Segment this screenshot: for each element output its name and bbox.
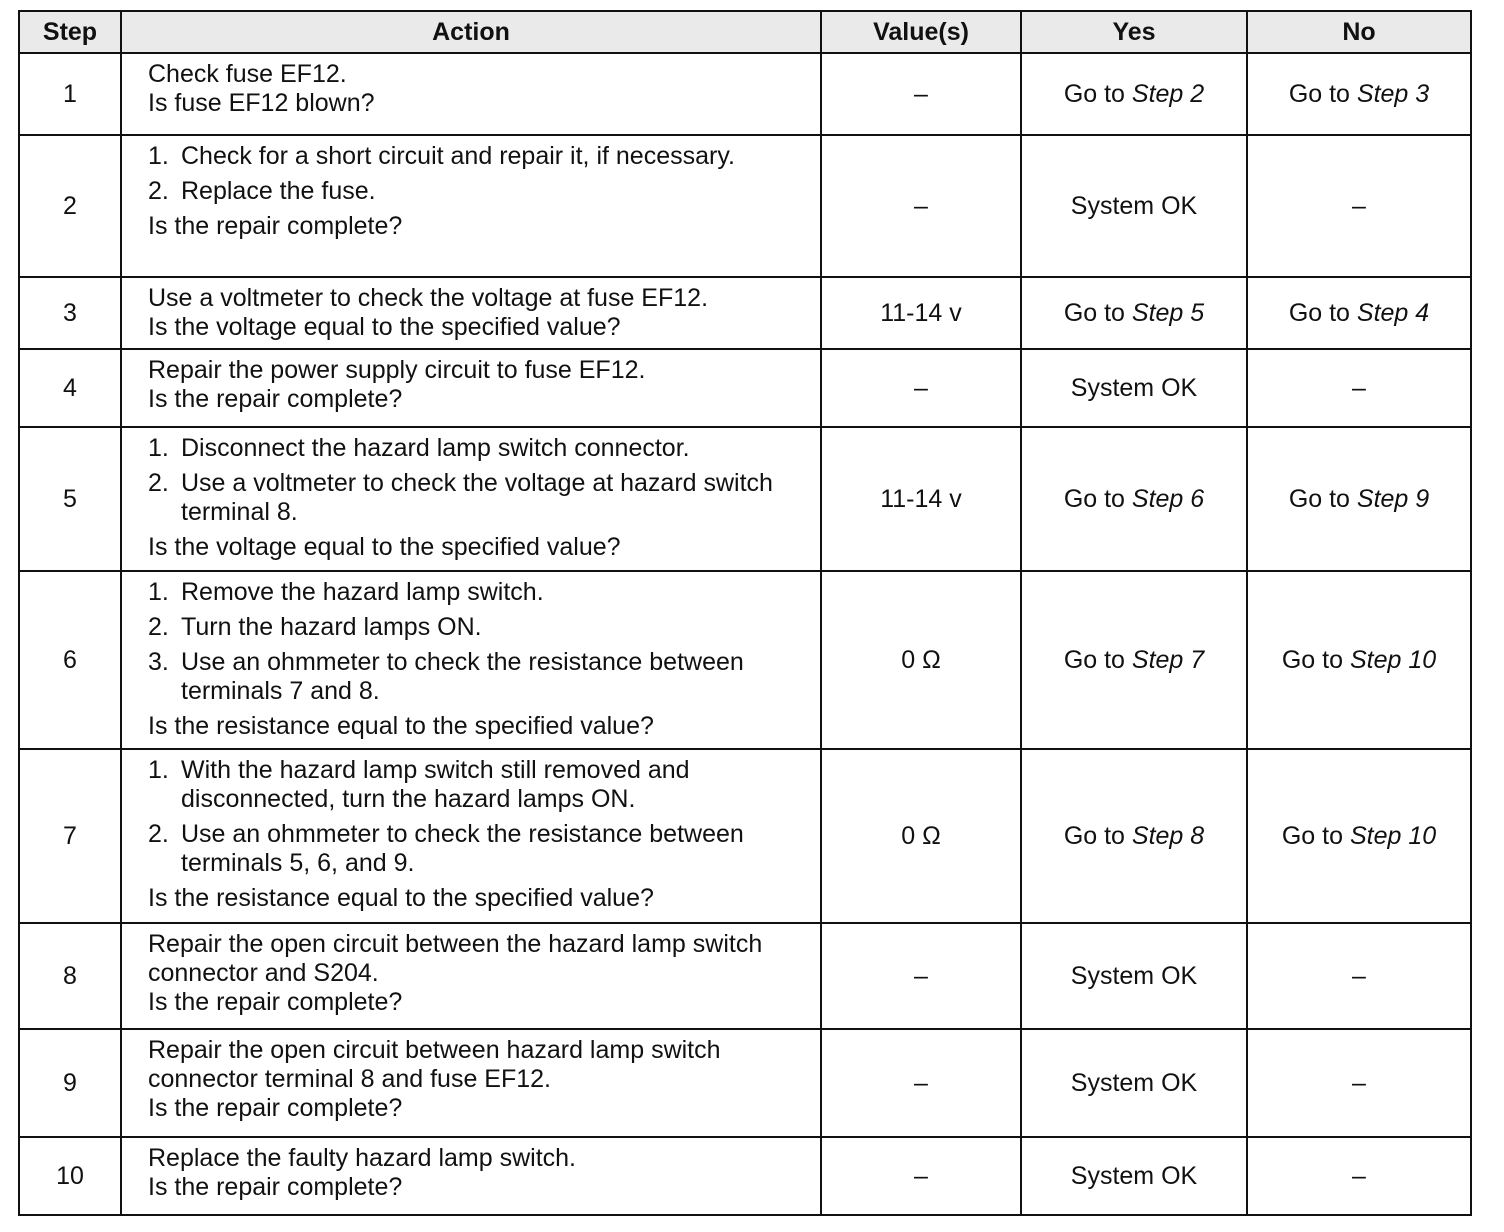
action-item-text: Replace the fuse. <box>181 177 376 205</box>
step-number: 3 <box>19 277 121 349</box>
action-cell <box>121 53 821 135</box>
table-row <box>19 277 1471 349</box>
action-item-number: 2. <box>148 613 169 641</box>
value-text: – <box>914 191 928 220</box>
action-question: Is the voltage equal to the specified value? <box>148 533 621 561</box>
no-goto-prefix: Go to <box>1281 645 1350 674</box>
table-row <box>19 923 1471 1029</box>
yes-goto-prefix: Go to <box>1063 821 1132 850</box>
value-cell <box>821 349 1021 427</box>
value-cell <box>821 277 1021 349</box>
no-result-text: – <box>1352 1068 1366 1097</box>
action-question: Is the repair complete? <box>148 988 403 1016</box>
action-text: Repair the power supply circuit to fuse EF12. <box>148 356 646 384</box>
table-row <box>19 571 1471 749</box>
action-text: Repair the open circuit between the hazard lamp switch connector and S204. <box>148 930 763 987</box>
no-result-text: – <box>1352 1161 1366 1190</box>
action-cell <box>121 749 821 923</box>
yes-goto-prefix: Go to <box>1063 298 1132 327</box>
action-item <box>148 613 810 642</box>
value-cell <box>821 749 1021 923</box>
no-step-reference: Step 10 <box>1349 821 1437 850</box>
action-item-number: 2. <box>148 820 169 848</box>
action-cell <box>121 923 821 1029</box>
table-row <box>19 749 1471 923</box>
action-cell <box>121 277 821 349</box>
table-row <box>19 1137 1471 1215</box>
yes-cell <box>1021 427 1247 571</box>
action-item-number: 1. <box>148 756 169 784</box>
step-number: 10 <box>19 1137 121 1215</box>
step-number: 2 <box>19 135 121 277</box>
action-question: Is the resistance equal to the specified value? <box>148 884 654 912</box>
action-cell <box>121 1137 821 1215</box>
action-item-text: Check for a short circuit and repair it, if necessary. <box>181 142 735 170</box>
action-text: Check fuse EF12. <box>148 60 347 88</box>
action-cell <box>121 349 821 427</box>
action-item-text: With the hazard lamp switch still removed and disconnected, turn the hazard lamps ON. <box>181 756 690 813</box>
yes-cell <box>1021 135 1247 277</box>
no-cell <box>1247 53 1471 135</box>
table-body <box>19 53 1471 1215</box>
action-question: Is the repair complete? <box>148 212 403 240</box>
action-item-number: 2. <box>148 177 169 205</box>
no-cell <box>1247 749 1471 923</box>
action-item-text: Disconnect the hazard lamp switch connector. <box>181 434 690 462</box>
value-text: 0 Ω <box>901 645 941 674</box>
yes-cell <box>1021 349 1247 427</box>
action-item-text: Turn the hazard lamps ON. <box>181 613 482 641</box>
action-question: Is the repair complete? <box>148 385 403 413</box>
header-action: Action <box>121 11 821 53</box>
no-step-reference: Step 3 <box>1356 79 1430 108</box>
table-row <box>19 135 1471 277</box>
yes-result-text: System OK <box>1070 1068 1198 1097</box>
no-cell <box>1247 277 1471 349</box>
value-text: – <box>914 1161 928 1190</box>
value-text: – <box>914 373 928 402</box>
value-cell <box>821 571 1021 749</box>
value-text: – <box>914 961 928 990</box>
no-result-text: – <box>1352 961 1366 990</box>
step-number: 7 <box>19 749 121 923</box>
action-text: Replace the faulty hazard lamp switch. <box>148 1144 576 1172</box>
no-step-reference: Step 9 <box>1356 484 1430 513</box>
header-row <box>19 11 1471 53</box>
no-step-reference: Step 10 <box>1349 645 1437 674</box>
action-item-text: Use an ohmmeter to check the resistance between terminals 7 and 8. <box>181 648 744 705</box>
yes-result-text: System OK <box>1070 373 1198 402</box>
no-result-text: – <box>1352 191 1366 220</box>
value-text: – <box>914 1068 928 1097</box>
yes-step-reference: Step 5 <box>1131 298 1205 327</box>
value-cell <box>821 427 1021 571</box>
value-cell <box>821 135 1021 277</box>
header-values: Value(s) <box>821 11 1021 53</box>
action-question: Is the repair complete? <box>148 1094 403 1122</box>
no-goto-prefix: Go to <box>1288 298 1357 327</box>
value-cell <box>821 53 1021 135</box>
action-item <box>148 820 810 878</box>
action-item-number: 2. <box>148 469 169 497</box>
yes-result-text: System OK <box>1070 191 1198 220</box>
step-number: 6 <box>19 571 121 749</box>
action-text: Use a voltmeter to check the voltage at fuse EF12. <box>148 284 709 312</box>
value-cell <box>821 1029 1021 1137</box>
action-item <box>148 756 810 814</box>
value-text: 11-14 v <box>880 484 962 513</box>
action-item-number: 1. <box>148 578 169 606</box>
yes-cell <box>1021 923 1247 1029</box>
action-item <box>148 648 810 706</box>
yes-goto-prefix: Go to <box>1063 645 1132 674</box>
yes-step-reference: Step 8 <box>1131 821 1205 850</box>
diagnostic-table <box>18 10 1472 1216</box>
step-number: 8 <box>19 923 121 1029</box>
value-text: 11-14 v <box>880 298 962 327</box>
table-row <box>19 427 1471 571</box>
action-item-text: Remove the hazard lamp switch. <box>181 578 544 606</box>
action-item <box>148 177 810 206</box>
no-cell <box>1247 923 1471 1029</box>
action-item-number: 1. <box>148 434 169 462</box>
step-number: 9 <box>19 1029 121 1137</box>
no-goto-prefix: Go to <box>1288 79 1357 108</box>
action-item <box>148 578 810 607</box>
yes-goto-prefix: Go to <box>1063 79 1132 108</box>
action-question: Is the repair complete? <box>148 1173 403 1201</box>
yes-cell <box>1021 1029 1247 1137</box>
action-item-number: 3. <box>148 648 169 676</box>
value-cell <box>821 923 1021 1029</box>
no-goto-prefix: Go to <box>1288 484 1357 513</box>
action-text: Repair the open circuit between hazard lamp switch connector terminal 8 and fuse EF12. <box>148 1036 721 1093</box>
table-row <box>19 1029 1471 1137</box>
action-cell <box>121 427 821 571</box>
yes-cell <box>1021 53 1247 135</box>
no-goto-prefix: Go to <box>1281 821 1350 850</box>
step-number: 5 <box>19 427 121 571</box>
yes-cell <box>1021 571 1247 749</box>
yes-step-reference: Step 2 <box>1131 79 1205 108</box>
yes-goto-prefix: Go to <box>1063 484 1132 513</box>
yes-cell <box>1021 1137 1247 1215</box>
yes-cell <box>1021 749 1247 923</box>
step-number: 1 <box>19 53 121 135</box>
action-item-text: Use a voltmeter to check the voltage at hazard switch terminal 8. <box>181 469 773 526</box>
yes-result-text: System OK <box>1070 1161 1198 1190</box>
action-question: Is the resistance equal to the specified value? <box>148 712 654 740</box>
yes-cell <box>1021 277 1247 349</box>
header-no: No <box>1247 11 1471 53</box>
action-item-text: Use an ohmmeter to check the resistance between terminals 5, 6, and 9. <box>181 820 744 877</box>
yes-step-reference: Step 6 <box>1131 484 1205 513</box>
no-cell <box>1247 1029 1471 1137</box>
action-item <box>148 434 810 463</box>
value-text: 0 Ω <box>901 821 941 850</box>
action-item-number: 1. <box>148 142 169 170</box>
no-cell <box>1247 427 1471 571</box>
no-result-text: – <box>1352 373 1366 402</box>
no-cell <box>1247 1137 1471 1215</box>
action-item <box>148 142 810 171</box>
action-item <box>148 469 810 527</box>
no-step-reference: Step 4 <box>1356 298 1430 327</box>
no-cell <box>1247 135 1471 277</box>
table-row <box>19 53 1471 135</box>
no-cell <box>1247 571 1471 749</box>
header-yes: Yes <box>1021 11 1247 53</box>
no-cell <box>1247 349 1471 427</box>
header-step: Step <box>19 11 121 53</box>
action-question: Is the voltage equal to the specified value? <box>148 313 621 341</box>
value-text: – <box>914 79 928 108</box>
value-cell <box>821 1137 1021 1215</box>
action-cell <box>121 1029 821 1137</box>
table-row <box>19 349 1471 427</box>
yes-result-text: System OK <box>1070 961 1198 990</box>
action-cell <box>121 571 821 749</box>
step-number: 4 <box>19 349 121 427</box>
yes-step-reference: Step 7 <box>1131 645 1205 674</box>
action-question: Is fuse EF12 blown? <box>148 89 375 117</box>
action-cell <box>121 135 821 277</box>
